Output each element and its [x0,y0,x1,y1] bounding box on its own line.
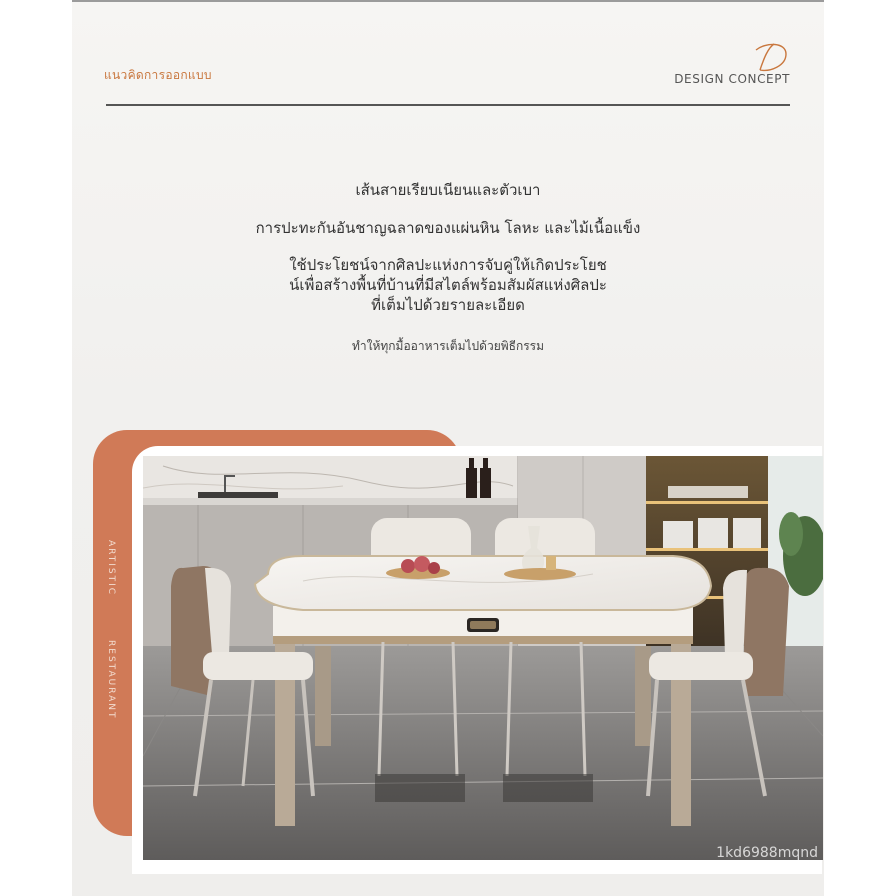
dining-scene-illustration [143,456,823,860]
concept-line-3a: ใช้ประโยชน์จากศิลปะแห่งการจับคู่ให้เกิดประโยช [289,256,607,274]
concept-line-1: เส้นสายเรียบเนียนและตัวเบา [355,181,541,199]
side-label-restaurant: RESTAURANT [106,640,116,720]
thai-section-label: แนวคิดการออกแบบ [104,68,212,82]
watermark-text: 1kd6988mqnd [716,845,818,861]
top-divider [72,0,824,2]
side-label-artistic: ARTISTIC [106,540,116,597]
english-section-label: DESIGN CONCEPT [674,72,790,86]
dining-room-photo [143,456,823,860]
concept-line-2: การปะทะกันอันชาญฉลาดของแผ่นหิน โลหะ และไม้เนื้อแข็ง [255,219,641,237]
concept-line-3c: ที่เต็มไปด้วยรายละเอียด [371,296,525,314]
concept-line-3b: น์เพื่อสร้างพื้นที่บ้านที่มีสไตล์พร้อมสัมผัสแห่งศิลปะ [289,276,607,294]
concept-line-4: ทำให้ทุกมื้ออาหารเต็มไปด้วยพิธีกรรม [351,339,545,353]
header-rule [106,104,790,106]
d-monogram-icon [752,40,792,74]
concept-line-3 [72,255,824,315]
